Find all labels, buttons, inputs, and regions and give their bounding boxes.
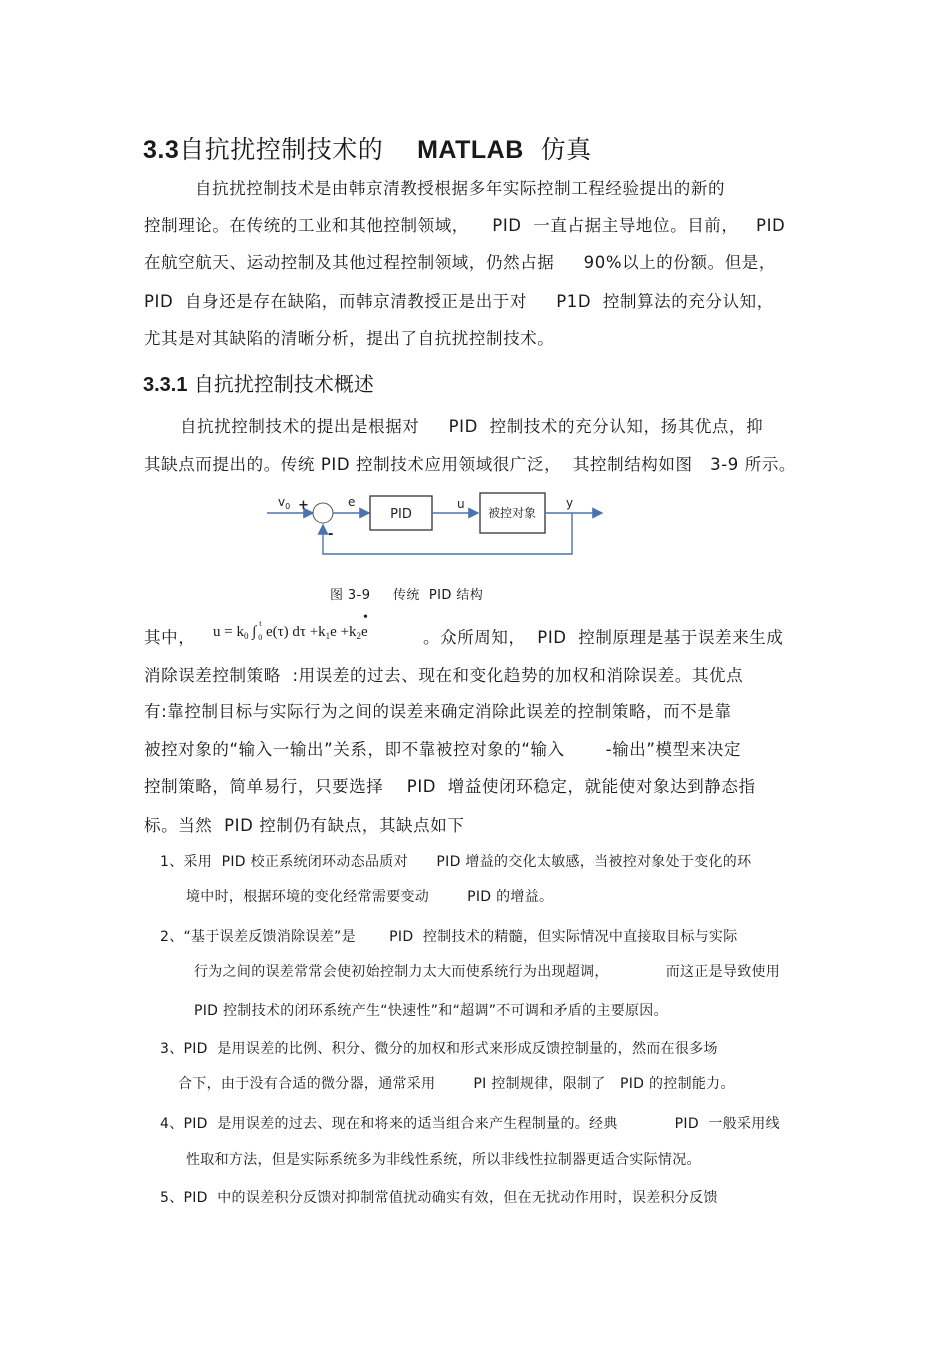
plant-block-label: 被控对象 [487,506,537,520]
para3-line: 消除误差控制策略 :用误差的过去、现在和变化趋势的加权和消除误差。其优点 [144,666,744,685]
summing-junction [313,503,333,523]
subsection-title-text: 自抗扰控制技术概述 [193,372,374,396]
list-item: 3、PID 是用误差的比例、积分、微分的加权和形式来形成反馈控制量的，然而在很多场 [160,1041,718,1057]
subsection-title [143,368,374,397]
para2-line: 自抗扰控制技术的提出是根据对 PID 控制技术的充分认知，扬其优点，抑 [180,417,764,436]
para3-line: 被控对象的“输入一输出”关系，即不靠被控对象的“输入 -输出”模型来决定 [144,740,742,759]
control-law-formula: $u = k_0$ ∫ t 0 e(τ) $d\tau +k_1e +k_2e$ • [213,610,368,642]
intro-line: 自抗扰控制技术是由韩京清教授根据多年实际控制工程经验提出的新的 [195,179,726,198]
error-label: e [348,495,356,509]
figure-caption: 图 3-9 传统 PID 结构 [330,588,484,603]
list-item: 5、PID 中的误差积分反馈对抑制常值扰动确实有效，但在无扰动作用时，误差积分反馈 [160,1190,718,1206]
section-number: 3.3 [143,136,180,164]
list-item: 合下，由于没有合适的微分器，通常采用 PI 控制规律，限制了 PID 的控制能力。 [178,1076,735,1092]
output-label: y [566,496,574,510]
subsection-number: 3.3.1 [143,374,188,396]
list-item: 4、PID 是用误差的过去、现在和将来的适当组合来产生程制量的。经典 PID 一般采用线 [160,1116,780,1132]
list-item: 境中时，根据环境的变化经常需要变动 PID 的增益。 [186,889,554,905]
para2-line: 其缺点而提出的。传统 PID 控制技术应用领域很广泛， 其控制结构如图 3-9 所示。 [144,455,797,474]
para3-line: 控制策略，简单易行，只要选择 PID 增益使闭环稳定，就能使对象达到静态指 [144,777,756,796]
integral-sign: ∫ t 0 [252,619,263,642]
section-title-post: 仿真 [540,135,592,164]
formula-lead: 其中， [144,628,196,647]
pid-block-label: PID [390,507,412,522]
minus-sign: - [328,527,334,542]
section-title [143,130,592,166]
para3-line: 标。当然 PID 控制仍有缺点，其缺点如下 [144,816,465,835]
intro-line: 尤其是对其缺陷的清晰分析，提出了自抗扰控制技术。 [144,329,555,348]
list-item: 性取和方法，但是实际系统多为非线性系统，所以非线性拉制器更适合实际情况。 [186,1152,701,1168]
formula-after: 。众所周知， PID 控制原理是基于误差来生成 [423,628,784,647]
input-label: $v_0$ [278,495,291,511]
list-item: 2、“基于误差反馈消除误差”是 PID 控制技术的精髓，但实际情况中直接取目标与实际 [160,929,738,945]
plus-sign: + [298,498,309,513]
list-item: PID 控制技术的闭环系统产生“快速性”和“超调”不可调和矛盾的主要原因。 [194,1003,668,1019]
section-title-matlab: MATLAB [417,136,524,164]
intro-line: PID 自身还是存在缺陷，而韩京清教授正是出于对 P1D 控制算法的充分认知， [144,292,774,311]
intro-line: 控制理论。在传统的工业和其他控制领域， PID 一直占据主导地位。目前， PID [144,216,786,235]
intro-line: 在航空航天、运动控制及其他过程控制领域，仍然占据 90%以上的份额。但是， [144,253,776,272]
pid-block-diagram [262,488,612,563]
list-item: 行为之间的误差常常会使初始控制力太大而使系统行为出现超调， 而这正是导致使用 [194,964,781,980]
e-dot: e • [361,610,368,640]
section-title-pre: 自抗扰控制技术的 [179,135,384,164]
list-item: 1、采用 PID 校正系统闭环动态品质对 PID 增益的交化太敏感，当被控对象处于变化的环 [160,854,752,870]
para3-line: 有:靠控制目标与实际行为之间的误差来确定消除此误差的控制策略，而不是靠 [144,702,732,721]
control-label: u [457,497,465,511]
